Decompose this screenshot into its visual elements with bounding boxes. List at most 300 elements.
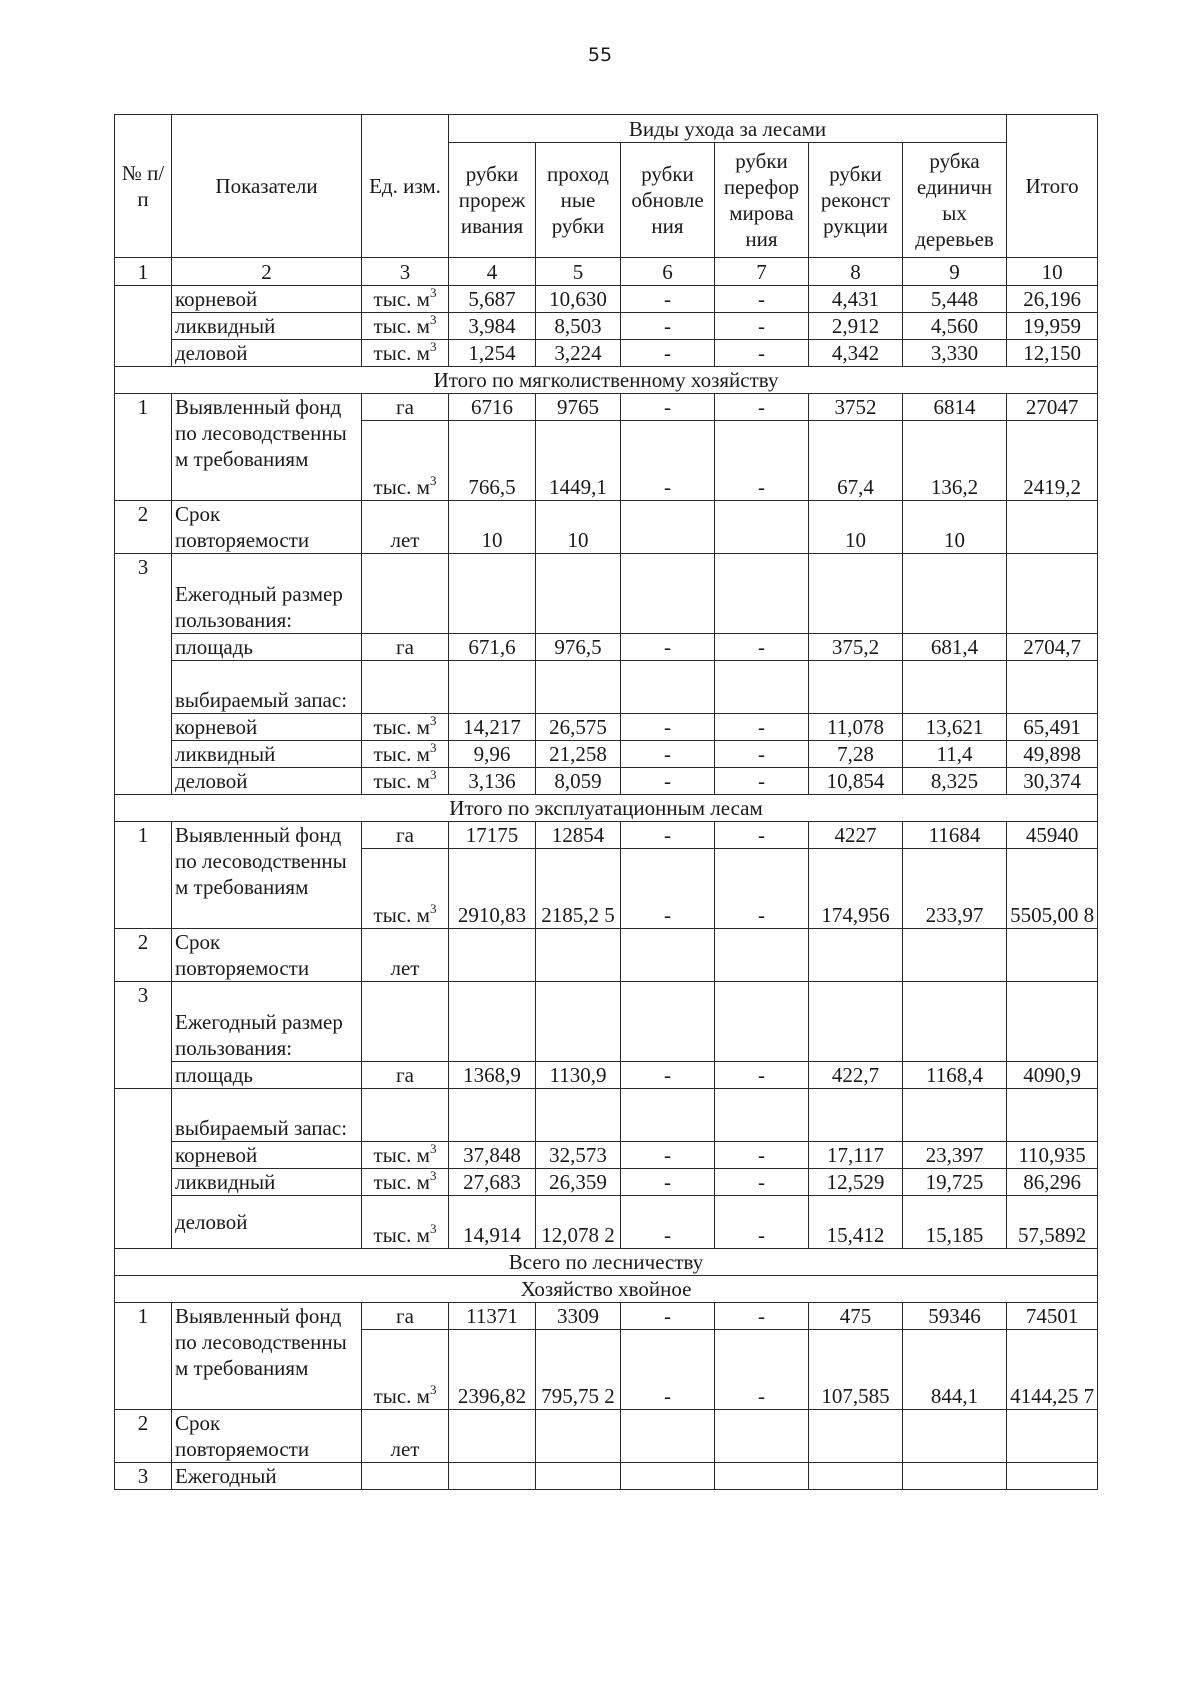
- section-title: Итого по эксплуатационным лесам: [115, 795, 1098, 822]
- value-cell: 21,258: [536, 741, 621, 768]
- value-cell: -: [715, 1169, 809, 1196]
- value-cell: 10,630: [536, 286, 621, 313]
- value-cell: [715, 1410, 809, 1463]
- value-cell: 3,224: [536, 340, 621, 367]
- value-cell: 5,448: [903, 286, 1007, 313]
- header-col-reconstruction: рубки реконст рукции: [809, 143, 903, 258]
- table-row: [115, 1196, 1098, 1249]
- unit-cell: [362, 1196, 449, 1249]
- value-cell: 1130,9: [536, 1062, 621, 1089]
- value-cell: -: [621, 822, 715, 849]
- section-title: Всего по лесничеству: [115, 1249, 1098, 1276]
- unit-text: тыс. м: [373, 1223, 430, 1247]
- value-cell: -: [715, 421, 809, 501]
- indicator-label: корневой: [172, 714, 362, 741]
- table-row: [115, 741, 1098, 768]
- value-cell: 3309: [536, 1303, 621, 1330]
- value-cell: 422,7: [809, 1062, 903, 1089]
- value-cell: 4,560: [903, 313, 1007, 340]
- value-cell: [536, 1410, 621, 1463]
- value-cell: 11684: [903, 822, 1007, 849]
- value-cell: 10: [449, 501, 536, 554]
- value-cell: 12,150: [1007, 340, 1098, 367]
- value-cell: [1007, 1410, 1098, 1463]
- value-cell: 2,912: [809, 313, 903, 340]
- value-cell: -: [621, 1196, 715, 1249]
- table-row: [115, 1062, 1098, 1089]
- value-cell: [715, 554, 809, 634]
- value-cell: 57,5892: [1007, 1196, 1098, 1249]
- value-cell: [621, 929, 715, 982]
- value-cell: [1007, 929, 1098, 982]
- indicator-label: Срок повторяемости: [172, 1410, 362, 1463]
- unit-superscript: 3: [429, 767, 437, 782]
- value-cell: 26,359: [536, 1169, 621, 1196]
- table-row: [115, 661, 1098, 714]
- value-cell: -: [715, 741, 809, 768]
- indicator-label: корневой: [172, 286, 362, 313]
- unit-cell: [362, 634, 449, 661]
- value-cell: 2396,82: [449, 1330, 536, 1410]
- value-cell: -: [621, 340, 715, 367]
- unit-superscript: 3: [429, 1168, 437, 1183]
- value-cell: 3752: [809, 394, 903, 421]
- column-numbers-row: [115, 258, 1098, 286]
- value-cell: -: [715, 1330, 809, 1410]
- value-cell: [715, 661, 809, 714]
- value-cell: [903, 661, 1007, 714]
- unit-cell: [362, 1303, 449, 1330]
- value-cell: [621, 661, 715, 714]
- indicator-label: выбираемый запас:: [172, 1089, 362, 1142]
- value-cell: -: [621, 1062, 715, 1089]
- value-cell: 3,136: [449, 768, 536, 795]
- table-row: [115, 340, 1098, 367]
- unit-text: лет: [390, 1437, 420, 1461]
- value-cell: 13,621: [903, 714, 1007, 741]
- unit-superscript: 3: [429, 1141, 437, 1156]
- value-cell: 30,374: [1007, 768, 1098, 795]
- value-cell: -: [715, 634, 809, 661]
- unit-text: тыс. м: [373, 475, 430, 499]
- value-cell: [903, 1410, 1007, 1463]
- value-cell: [536, 1089, 621, 1142]
- value-cell: -: [715, 340, 809, 367]
- value-cell: 45940: [1007, 822, 1098, 849]
- indicator-label: ликвидный: [172, 741, 362, 768]
- value-cell: [449, 661, 536, 714]
- value-cell: [536, 554, 621, 634]
- unit-text: лет: [390, 528, 420, 552]
- unit-cell: [362, 768, 449, 795]
- value-cell: [449, 1463, 536, 1490]
- value-cell: 766,5: [449, 421, 536, 501]
- value-cell: 27047: [1007, 394, 1098, 421]
- column-number: 1: [115, 258, 172, 286]
- section-subtitle: Хозяйство хвойное: [115, 1276, 1098, 1303]
- value-cell: -: [621, 1169, 715, 1196]
- value-cell: 67,4: [809, 421, 903, 501]
- column-number: 3: [362, 258, 449, 286]
- unit-cell: [362, 741, 449, 768]
- value-cell: 17175: [449, 822, 536, 849]
- unit-cell: [362, 1410, 449, 1463]
- value-cell: 2419,2: [1007, 421, 1098, 501]
- value-cell: 15,185: [903, 1196, 1007, 1249]
- table-row: [115, 1410, 1098, 1463]
- indicator-label: площадь: [172, 634, 362, 661]
- value-cell: 2185,2 5: [536, 849, 621, 929]
- indicator-label: деловой: [172, 1196, 362, 1249]
- table-body: [115, 115, 1098, 1490]
- header-num: № п/п: [115, 115, 172, 258]
- value-cell: 10: [809, 501, 903, 554]
- header-col-passing: проход ные рубки: [536, 143, 621, 258]
- value-cell: [1007, 1463, 1098, 1490]
- value-cell: 976,5: [536, 634, 621, 661]
- value-cell: 7,28: [809, 741, 903, 768]
- column-number: 9: [903, 258, 1007, 286]
- indicator-label: ликвидный: [172, 313, 362, 340]
- value-cell: 5,687: [449, 286, 536, 313]
- value-cell: 174,956: [809, 849, 903, 929]
- indicator-label: деловой: [172, 340, 362, 367]
- value-cell: [621, 554, 715, 634]
- value-cell: 4,342: [809, 340, 903, 367]
- indicator-label: выбираемый запас:: [172, 661, 362, 714]
- page-number: 55: [587, 44, 613, 66]
- column-number: 10: [1007, 258, 1098, 286]
- value-cell: [621, 1410, 715, 1463]
- value-cell: 12854: [536, 822, 621, 849]
- value-cell: 4144,25 7: [1007, 1330, 1098, 1410]
- unit-text: лет: [390, 956, 420, 980]
- unit-cell: [362, 929, 449, 982]
- section-title: Итого по мягколиственному хозяйству: [115, 367, 1098, 394]
- value-cell: 844,1: [903, 1330, 1007, 1410]
- value-cell: 1368,9: [449, 1062, 536, 1089]
- unit-text: тыс. м: [373, 903, 430, 927]
- value-cell: 107,585: [809, 1330, 903, 1410]
- unit-superscript: 3: [429, 901, 437, 916]
- column-number: 2: [172, 258, 362, 286]
- value-cell: 110,935: [1007, 1142, 1098, 1169]
- indicator-label: Ежегодный: [172, 1463, 362, 1490]
- table-row: [115, 1463, 1098, 1490]
- unit-text: га: [396, 635, 414, 659]
- unit-superscript: 3: [429, 285, 437, 300]
- value-cell: 4227: [809, 822, 903, 849]
- value-cell: -: [621, 1330, 715, 1410]
- indicator-label: деловой: [172, 768, 362, 795]
- value-cell: 27,683: [449, 1169, 536, 1196]
- value-cell: 795,75 2: [536, 1330, 621, 1410]
- header-group: Виды ухода за лесами: [449, 115, 1007, 143]
- value-cell: [1007, 661, 1098, 714]
- value-cell: -: [621, 313, 715, 340]
- unit-cell: [362, 1142, 449, 1169]
- unit-superscript: 3: [429, 713, 437, 728]
- value-cell: 10,854: [809, 768, 903, 795]
- value-cell: 23,397: [903, 1142, 1007, 1169]
- unit-superscript: 3: [429, 339, 437, 354]
- unit-cell: [362, 394, 449, 421]
- value-cell: 15,412: [809, 1196, 903, 1249]
- value-cell: 49,898: [1007, 741, 1098, 768]
- value-cell: [903, 929, 1007, 982]
- value-cell: 8,503: [536, 313, 621, 340]
- unit-cell: [362, 1169, 449, 1196]
- value-cell: [621, 982, 715, 1062]
- value-cell: -: [621, 714, 715, 741]
- unit-cell: [362, 286, 449, 313]
- value-cell: 5505,00 8: [1007, 849, 1098, 929]
- value-cell: 6716: [449, 394, 536, 421]
- value-cell: [809, 1089, 903, 1142]
- unit-cell: [362, 1463, 449, 1490]
- indicator-label: Выявленный фонд по лесоводственны м требованиям: [172, 394, 362, 501]
- value-cell: [809, 929, 903, 982]
- value-cell: 136,2: [903, 421, 1007, 501]
- value-cell: 8,059: [536, 768, 621, 795]
- table-row: [115, 1303, 1098, 1330]
- unit-cell: [362, 1330, 449, 1410]
- unit-cell: [362, 714, 449, 741]
- value-cell: -: [715, 1062, 809, 1089]
- indicator-label: корневой: [172, 1142, 362, 1169]
- unit-text: га: [396, 1304, 414, 1328]
- unit-cell: [362, 501, 449, 554]
- table-row: [115, 768, 1098, 795]
- value-cell: 19,725: [903, 1169, 1007, 1196]
- value-cell: [715, 501, 809, 554]
- value-cell: 74501: [1007, 1303, 1098, 1330]
- value-cell: 11,078: [809, 714, 903, 741]
- indicator-label: ликвидный: [172, 1169, 362, 1196]
- value-cell: [1007, 982, 1098, 1062]
- table-row: [115, 313, 1098, 340]
- unit-text: тыс. м: [373, 341, 430, 365]
- value-cell: [1007, 554, 1098, 634]
- table-row: [115, 501, 1098, 554]
- unit-text: га: [396, 395, 414, 419]
- row-number: 3: [115, 554, 172, 795]
- value-cell: [1007, 1089, 1098, 1142]
- value-cell: 65,491: [1007, 714, 1098, 741]
- header-indicators: Показатели: [172, 115, 362, 258]
- unit-cell: [362, 822, 449, 849]
- table-row: [115, 1276, 1098, 1303]
- table-row: [115, 1249, 1098, 1276]
- value-cell: -: [621, 394, 715, 421]
- table-row: [115, 929, 1098, 982]
- header-col-thinning: рубки прореж ивания: [449, 143, 536, 258]
- value-cell: 14,217: [449, 714, 536, 741]
- value-cell: [536, 661, 621, 714]
- unit-superscript: 3: [429, 740, 437, 755]
- value-cell: [809, 982, 903, 1062]
- value-cell: 32,573: [536, 1142, 621, 1169]
- value-cell: [536, 1463, 621, 1490]
- value-cell: -: [715, 714, 809, 741]
- value-cell: 475: [809, 1303, 903, 1330]
- value-cell: 86,296: [1007, 1169, 1098, 1196]
- unit-superscript: 3: [429, 1382, 437, 1397]
- table-row: [115, 1142, 1098, 1169]
- value-cell: -: [715, 394, 809, 421]
- unit-cell: [362, 1089, 449, 1142]
- row-number: [115, 1089, 172, 1249]
- column-number: 5: [536, 258, 621, 286]
- header-total: Итого: [1007, 115, 1098, 258]
- table-row: [115, 1089, 1098, 1142]
- value-cell: 4090,9: [1007, 1062, 1098, 1089]
- value-cell: 2910,83: [449, 849, 536, 929]
- value-cell: [903, 1089, 1007, 1142]
- value-cell: [903, 554, 1007, 634]
- table-row: [115, 714, 1098, 741]
- unit-cell: [362, 661, 449, 714]
- value-cell: [449, 1089, 536, 1142]
- value-cell: [1007, 501, 1098, 554]
- table-row: [115, 394, 1098, 421]
- indicator-label: Ежегодный размер пользования:: [172, 554, 362, 634]
- table-row: [115, 795, 1098, 822]
- value-cell: 17,117: [809, 1142, 903, 1169]
- value-cell: 10: [536, 501, 621, 554]
- value-cell: 14,914: [449, 1196, 536, 1249]
- value-cell: [449, 929, 536, 982]
- indicator-label: Выявленный фонд по лесоводственны м требованиям: [172, 1303, 362, 1410]
- value-cell: 59346: [903, 1303, 1007, 1330]
- row-number: 2: [115, 929, 172, 982]
- value-cell: [621, 1089, 715, 1142]
- unit-text: тыс. м: [373, 1143, 430, 1167]
- value-cell: -: [715, 286, 809, 313]
- value-cell: [621, 1463, 715, 1490]
- value-cell: -: [621, 1142, 715, 1169]
- unit-text: тыс. м: [373, 287, 430, 311]
- value-cell: 4,431: [809, 286, 903, 313]
- row-number: 1: [115, 1303, 172, 1410]
- unit-superscript: 3: [429, 473, 437, 488]
- unit-cell: [362, 1062, 449, 1089]
- value-cell: 11371: [449, 1303, 536, 1330]
- value-cell: 10: [903, 501, 1007, 554]
- value-cell: 9765: [536, 394, 621, 421]
- unit-superscript: 3: [429, 1221, 437, 1236]
- value-cell: [809, 1410, 903, 1463]
- table-row: [115, 286, 1098, 313]
- header-col-renewal: рубки обновле ния: [621, 143, 715, 258]
- indicator-label: площадь: [172, 1062, 362, 1089]
- value-cell: 2704,7: [1007, 634, 1098, 661]
- value-cell: -: [621, 1303, 715, 1330]
- value-cell: [715, 1463, 809, 1490]
- header-unit: Ед. изм.: [362, 115, 449, 258]
- table-row: [115, 822, 1098, 849]
- row-number: 1: [115, 822, 172, 929]
- unit-cell: [362, 421, 449, 501]
- row-number: 3: [115, 1463, 172, 1490]
- unit-text: тыс. м: [373, 742, 430, 766]
- value-cell: -: [621, 768, 715, 795]
- unit-text: га: [396, 823, 414, 847]
- indicator-label: Выявленный фонд по лесоводственны м требованиям: [172, 822, 362, 929]
- value-cell: 1168,4: [903, 1062, 1007, 1089]
- unit-text: га: [396, 1063, 414, 1087]
- value-cell: 9,96: [449, 741, 536, 768]
- value-cell: [449, 554, 536, 634]
- value-cell: 12,078 2: [536, 1196, 621, 1249]
- unit-superscript: 3: [429, 312, 437, 327]
- value-cell: [536, 982, 621, 1062]
- value-cell: [536, 929, 621, 982]
- indicator-label: Срок повторяемости: [172, 501, 362, 554]
- value-cell: [715, 929, 809, 982]
- table-row: [115, 1169, 1098, 1196]
- column-number: 6: [621, 258, 715, 286]
- table-row: [115, 634, 1098, 661]
- indicator-label: Ежегодный размер пользования:: [172, 982, 362, 1062]
- value-cell: [903, 1463, 1007, 1490]
- value-cell: -: [621, 634, 715, 661]
- table-row: [115, 982, 1098, 1062]
- value-cell: -: [715, 1142, 809, 1169]
- value-cell: 26,575: [536, 714, 621, 741]
- value-cell: 19,959: [1007, 313, 1098, 340]
- value-cell: [809, 661, 903, 714]
- value-cell: [449, 1410, 536, 1463]
- table-row: [115, 554, 1098, 634]
- unit-text: тыс. м: [373, 314, 430, 338]
- row-number: [115, 286, 172, 367]
- value-cell: 3,330: [903, 340, 1007, 367]
- forest-care-table: [114, 114, 1098, 1490]
- value-cell: 671,6: [449, 634, 536, 661]
- value-cell: -: [715, 1196, 809, 1249]
- value-cell: -: [715, 1303, 809, 1330]
- value-cell: 3,984: [449, 313, 536, 340]
- unit-cell: [362, 849, 449, 929]
- column-number: 8: [809, 258, 903, 286]
- value-cell: [903, 982, 1007, 1062]
- value-cell: [809, 554, 903, 634]
- unit-text: тыс. м: [373, 715, 430, 739]
- unit-cell: [362, 982, 449, 1062]
- unit-text: тыс. м: [373, 769, 430, 793]
- value-cell: [715, 982, 809, 1062]
- value-cell: 12,529: [809, 1169, 903, 1196]
- value-cell: -: [621, 849, 715, 929]
- value-cell: -: [715, 822, 809, 849]
- row-number: 2: [115, 1410, 172, 1463]
- value-cell: -: [715, 849, 809, 929]
- unit-cell: [362, 554, 449, 634]
- table-row: [115, 367, 1098, 394]
- column-number: 4: [449, 258, 536, 286]
- row-number: 3: [115, 982, 172, 1089]
- value-cell: -: [621, 286, 715, 313]
- value-cell: 233,97: [903, 849, 1007, 929]
- value-cell: -: [715, 768, 809, 795]
- value-cell: -: [621, 741, 715, 768]
- header-col-single-trees: рубка единичн ых деревьев: [903, 143, 1007, 258]
- unit-cell: [362, 313, 449, 340]
- value-cell: [449, 982, 536, 1062]
- value-cell: 681,4: [903, 634, 1007, 661]
- header-col-reforming: рубки перефор мирова ния: [715, 143, 809, 258]
